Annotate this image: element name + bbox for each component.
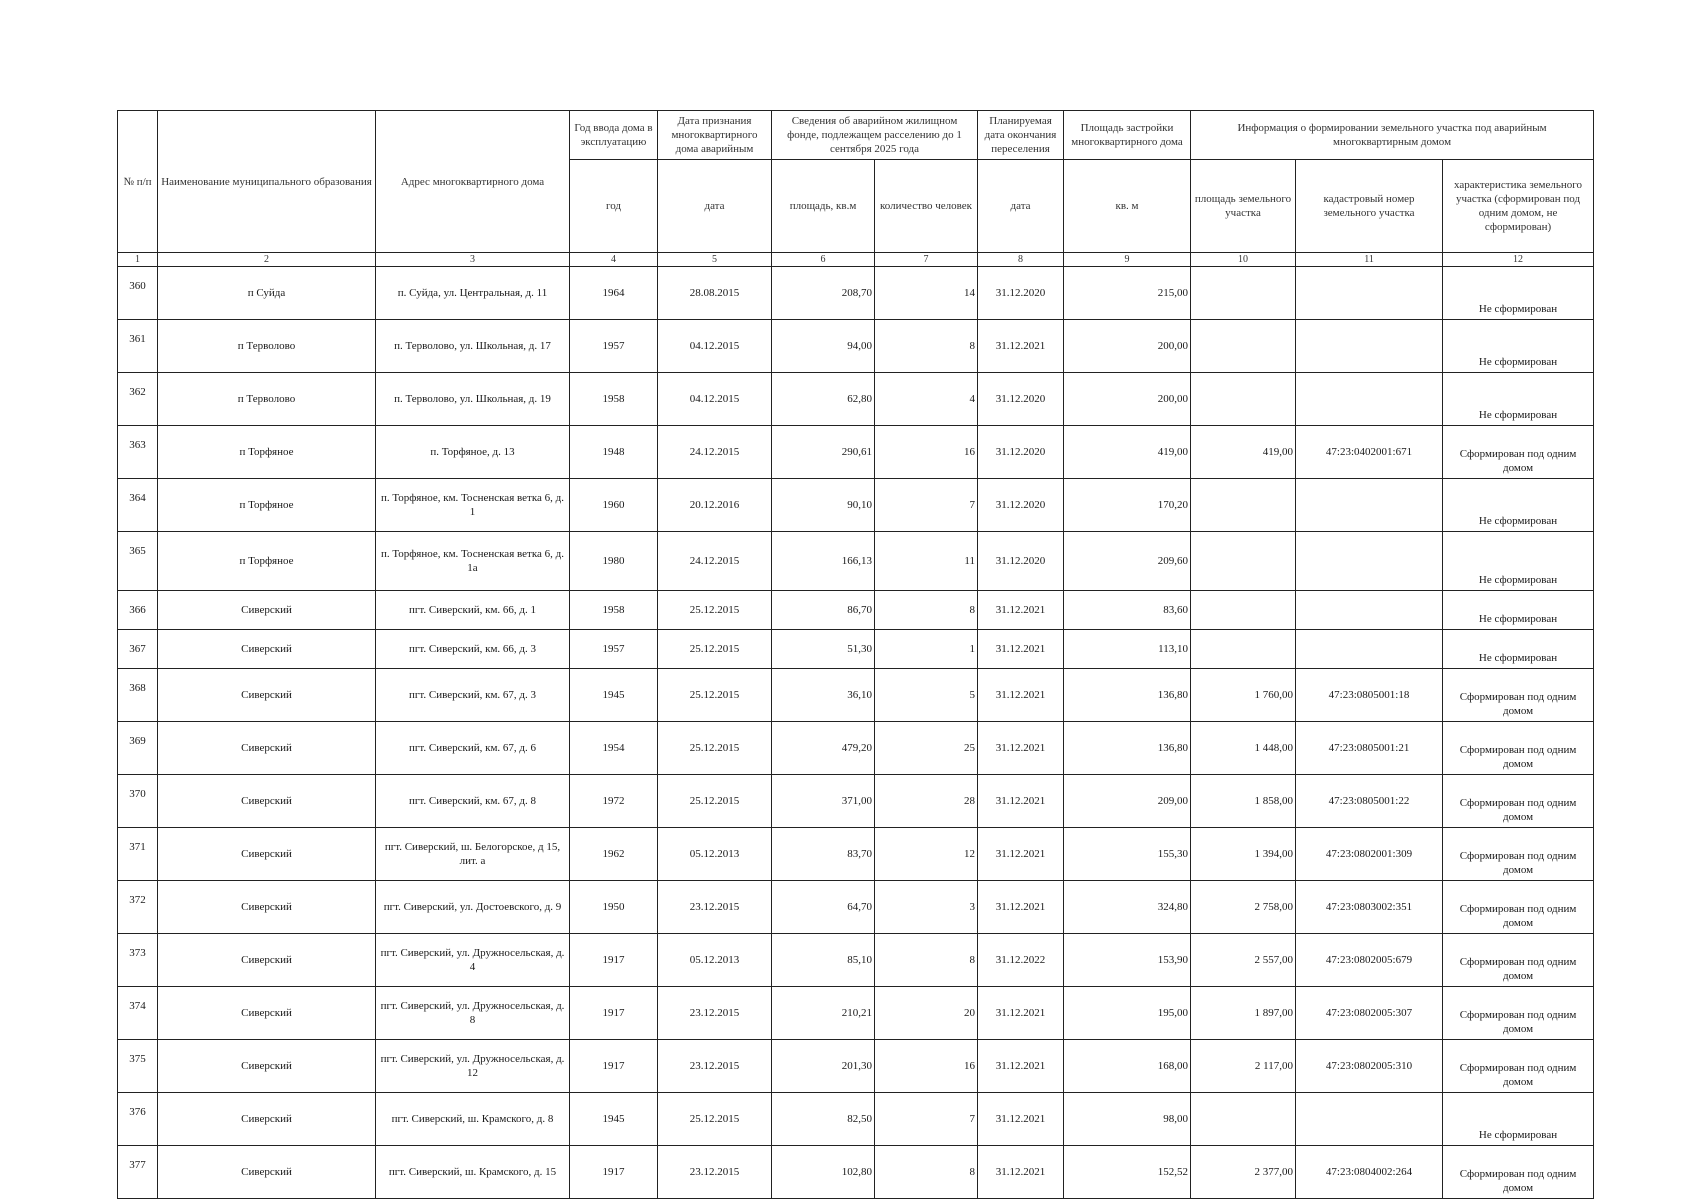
column-number: 10: [1191, 253, 1296, 267]
area-cell: 290,61: [772, 426, 875, 479]
unit-date: дата: [658, 160, 772, 253]
municipality-cell: Сиверский: [158, 1093, 376, 1146]
building-area-cell: 136,80: [1064, 669, 1191, 722]
table-body: [118, 267, 1594, 1199]
municipality-cell: Сиверский: [158, 630, 376, 669]
people-cell: 7: [875, 1093, 978, 1146]
column-number-row: [118, 253, 1594, 267]
address-cell: п. Терволово, ул. Школьная, д. 19: [376, 373, 570, 426]
people-cell: 12: [875, 828, 978, 881]
area-cell: 90,10: [772, 479, 875, 532]
land-status-cell: Не сформирован: [1443, 373, 1594, 426]
recognition-date-cell: 05.12.2013: [658, 934, 772, 987]
cadastral-number-cell: [1296, 373, 1443, 426]
municipality-cell: Сиверский: [158, 987, 376, 1040]
planned-date-cell: 31.12.2021: [978, 881, 1064, 934]
land-area-cell: 1 897,00: [1191, 987, 1296, 1040]
column-number: 4: [570, 253, 658, 267]
municipality-cell: Сиверский: [158, 669, 376, 722]
year-cell: 1917: [570, 1040, 658, 1093]
cadastral-number-cell: [1296, 320, 1443, 373]
address-cell: п. Торфяное, км. Тосненская ветка 6, д. 1: [376, 479, 570, 532]
people-cell: 8: [875, 934, 978, 987]
year-cell: 1950: [570, 881, 658, 934]
cadastral-number-cell: 47:23:0802005:679: [1296, 934, 1443, 987]
building-area-cell: 215,00: [1064, 267, 1191, 320]
table-row: [118, 669, 1594, 722]
land-status-cell: Сформирован под одним домом: [1443, 1146, 1594, 1199]
cadastral-number-cell: [1296, 1093, 1443, 1146]
cadastral-number-cell: 47:23:0803002:351: [1296, 881, 1443, 934]
recognition-date-cell: 05.12.2013: [658, 828, 772, 881]
planned-date-cell: 31.12.2021: [978, 630, 1064, 669]
municipality-cell: п Торфяное: [158, 479, 376, 532]
table-row: [118, 1040, 1594, 1093]
building-area-cell: 170,20: [1064, 479, 1191, 532]
table-row: [118, 987, 1594, 1040]
header-land-plot-group: Информация о формировании земельного участка под аварийным многоквартирным домом: [1191, 111, 1594, 160]
land-area-cell: 1 448,00: [1191, 722, 1296, 775]
municipality-cell: Сиверский: [158, 1146, 376, 1199]
building-area-cell: 209,00: [1064, 775, 1191, 828]
recognition-date-cell: 28.08.2015: [658, 267, 772, 320]
column-number: 11: [1296, 253, 1443, 267]
planned-date-cell: 31.12.2020: [978, 426, 1064, 479]
municipality-cell: Сиверский: [158, 1040, 376, 1093]
address-cell: пгт. Сиверский, ул. Дружносельская, д. 4: [376, 934, 570, 987]
land-area-cell: 2 758,00: [1191, 881, 1296, 934]
row-number: 371: [118, 828, 158, 881]
people-cell: 8: [875, 591, 978, 630]
people-cell: 25: [875, 722, 978, 775]
year-cell: 1960: [570, 479, 658, 532]
recognition-date-cell: 23.12.2015: [658, 987, 772, 1040]
recognition-date-cell: 04.12.2015: [658, 320, 772, 373]
land-area-cell: [1191, 267, 1296, 320]
emergency-housing-table-page: [117, 110, 1593, 1199]
land-area-cell: [1191, 630, 1296, 669]
land-status-cell: Сформирован под одним домом: [1443, 934, 1594, 987]
planned-date-cell: 31.12.2021: [978, 1040, 1064, 1093]
row-number: 360: [118, 267, 158, 320]
address-cell: пгт. Сиверский, км. 67, д. 6: [376, 722, 570, 775]
area-cell: 64,70: [772, 881, 875, 934]
recognition-date-cell: 23.12.2015: [658, 1040, 772, 1093]
address-cell: п. Терволово, ул. Школьная, д. 17: [376, 320, 570, 373]
year-cell: 1958: [570, 591, 658, 630]
land-area-cell: [1191, 1093, 1296, 1146]
table-row: [118, 1146, 1594, 1199]
people-cell: 8: [875, 320, 978, 373]
building-area-cell: 324,80: [1064, 881, 1191, 934]
area-cell: 86,70: [772, 591, 875, 630]
year-cell: 1954: [570, 722, 658, 775]
land-status-cell: Сформирован под одним домом: [1443, 987, 1594, 1040]
year-cell: 1917: [570, 934, 658, 987]
area-cell: 82,50: [772, 1093, 875, 1146]
table-row: [118, 1093, 1594, 1146]
header-land-characteristic: характеристика земельного участка (сформирован под одним домом, не сформирован): [1443, 160, 1594, 253]
table-row: [118, 881, 1594, 934]
land-status-cell: Не сформирован: [1443, 320, 1594, 373]
building-area-cell: 136,80: [1064, 722, 1191, 775]
address-cell: пгт. Сиверский, км. 67, д. 8: [376, 775, 570, 828]
recognition-date-cell: 25.12.2015: [658, 722, 772, 775]
building-area-cell: 153,90: [1064, 934, 1191, 987]
planned-date-cell: 31.12.2021: [978, 987, 1064, 1040]
municipality-cell: п Торфяное: [158, 532, 376, 591]
row-number: 366: [118, 591, 158, 630]
year-cell: 1958: [570, 373, 658, 426]
column-number: 6: [772, 253, 875, 267]
recognition-date-cell: 25.12.2015: [658, 591, 772, 630]
area-cell: 36,10: [772, 669, 875, 722]
cadastral-number-cell: 47:23:0804002:264: [1296, 1146, 1443, 1199]
area-cell: 51,30: [772, 630, 875, 669]
year-cell: 1945: [570, 1093, 658, 1146]
land-status-cell: Не сформирован: [1443, 532, 1594, 591]
year-cell: 1964: [570, 267, 658, 320]
municipality-cell: Сиверский: [158, 881, 376, 934]
year-cell: 1945: [570, 669, 658, 722]
recognition-date-cell: 20.12.2016: [658, 479, 772, 532]
area-cell: 201,30: [772, 1040, 875, 1093]
land-status-cell: Сформирован под одним домом: [1443, 881, 1594, 934]
row-number: 367: [118, 630, 158, 669]
people-cell: 8: [875, 1146, 978, 1199]
column-number: 1: [118, 253, 158, 267]
header-emergency-fund: Сведения об аварийном жилищном фонде, подлежащем расселению до 1 сентября 2025 года: [772, 111, 978, 160]
people-cell: 5: [875, 669, 978, 722]
column-number: 2: [158, 253, 376, 267]
municipality-cell: Сиверский: [158, 722, 376, 775]
cadastral-number-cell: 47:23:0805001:18: [1296, 669, 1443, 722]
building-area-cell: 155,30: [1064, 828, 1191, 881]
area-cell: 166,13: [772, 532, 875, 591]
row-number: 374: [118, 987, 158, 1040]
recognition-date-cell: 25.12.2015: [658, 775, 772, 828]
row-number: 368: [118, 669, 158, 722]
people-cell: 11: [875, 532, 978, 591]
recognition-date-cell: 24.12.2015: [658, 532, 772, 591]
land-status-cell: Не сформирован: [1443, 479, 1594, 532]
table-row: [118, 934, 1594, 987]
row-number: 361: [118, 320, 158, 373]
table-row: [118, 722, 1594, 775]
building-area-cell: 200,00: [1064, 320, 1191, 373]
land-area-cell: [1191, 591, 1296, 630]
table-row: [118, 426, 1594, 479]
land-area-cell: 1 858,00: [1191, 775, 1296, 828]
unit-building-area: кв. м: [1064, 160, 1191, 253]
cadastral-number-cell: 47:23:0805001:22: [1296, 775, 1443, 828]
municipality-cell: Сиверский: [158, 934, 376, 987]
land-area-cell: 2 557,00: [1191, 934, 1296, 987]
building-area-cell: 113,10: [1064, 630, 1191, 669]
municipality-cell: п Суйда: [158, 267, 376, 320]
address-cell: пгт. Сиверский, км. 66, д. 1: [376, 591, 570, 630]
planned-date-cell: 31.12.2020: [978, 373, 1064, 426]
building-area-cell: 83,60: [1064, 591, 1191, 630]
year-cell: 1957: [570, 320, 658, 373]
municipality-cell: п Терволово: [158, 373, 376, 426]
land-status-cell: Сформирован под одним домом: [1443, 775, 1594, 828]
address-cell: п. Суйда, ул. Центральная, д. 11: [376, 267, 570, 320]
municipality-cell: п Терволово: [158, 320, 376, 373]
municipality-cell: Сиверский: [158, 828, 376, 881]
planned-date-cell: 31.12.2020: [978, 479, 1064, 532]
people-cell: 7: [875, 479, 978, 532]
unit-year: год: [570, 160, 658, 253]
header-recognition-date: Дата признания многоквартирного дома аварийным: [658, 111, 772, 160]
table-row: [118, 775, 1594, 828]
people-cell: 3: [875, 881, 978, 934]
table-header: [118, 111, 1594, 267]
cadastral-number-cell: 47:23:0802001:309: [1296, 828, 1443, 881]
recognition-date-cell: 25.12.2015: [658, 669, 772, 722]
area-cell: 94,00: [772, 320, 875, 373]
recognition-date-cell: 04.12.2015: [658, 373, 772, 426]
people-cell: 1: [875, 630, 978, 669]
header-year: Год ввода дома в эксплуатацию: [570, 111, 658, 160]
land-status-cell: Сформирован под одним домом: [1443, 1040, 1594, 1093]
building-area-cell: 98,00: [1064, 1093, 1191, 1146]
column-number: 7: [875, 253, 978, 267]
recognition-date-cell: 23.12.2015: [658, 881, 772, 934]
area-cell: 210,21: [772, 987, 875, 1040]
address-cell: пгт. Сиверский, км. 67, д. 3: [376, 669, 570, 722]
land-status-cell: Сформирован под одним домом: [1443, 426, 1594, 479]
municipality-cell: Сиверский: [158, 591, 376, 630]
land-status-cell: Не сформирован: [1443, 591, 1594, 630]
column-number: 5: [658, 253, 772, 267]
year-cell: 1957: [570, 630, 658, 669]
land-area-cell: [1191, 373, 1296, 426]
table-row: [118, 630, 1594, 669]
year-cell: 1980: [570, 532, 658, 591]
address-cell: п. Торфяное, д. 13: [376, 426, 570, 479]
building-area-cell: 152,52: [1064, 1146, 1191, 1199]
unit-planned-date: дата: [978, 160, 1064, 253]
building-area-cell: 195,00: [1064, 987, 1191, 1040]
table-row: [118, 320, 1594, 373]
address-cell: пгт. Сиверский, км. 66, д. 3: [376, 630, 570, 669]
planned-date-cell: 31.12.2020: [978, 267, 1064, 320]
land-area-cell: [1191, 532, 1296, 591]
row-number: 363: [118, 426, 158, 479]
planned-date-cell: 31.12.2021: [978, 1093, 1064, 1146]
row-number: 369: [118, 722, 158, 775]
land-area-cell: [1191, 320, 1296, 373]
recognition-date-cell: 25.12.2015: [658, 1093, 772, 1146]
area-cell: 208,70: [772, 267, 875, 320]
header-land-area: площадь земельного участка: [1191, 160, 1296, 253]
address-cell: пгт. Сиверский, ул. Дружносельская, д. 12: [376, 1040, 570, 1093]
land-status-cell: Сформирован под одним домом: [1443, 669, 1594, 722]
table-row: [118, 479, 1594, 532]
area-cell: 479,20: [772, 722, 875, 775]
land-status-cell: Не сформирован: [1443, 1093, 1594, 1146]
people-cell: 16: [875, 1040, 978, 1093]
building-area-cell: 200,00: [1064, 373, 1191, 426]
land-area-cell: 1 394,00: [1191, 828, 1296, 881]
cadastral-number-cell: 47:23:0805001:21: [1296, 722, 1443, 775]
emergency-housing-table: [117, 110, 1594, 1199]
row-number: 373: [118, 934, 158, 987]
people-cell: 16: [875, 426, 978, 479]
year-cell: 1917: [570, 1146, 658, 1199]
address-cell: п. Торфяное, км. Тосненская ветка 6, д. 1а: [376, 532, 570, 591]
people-cell: 28: [875, 775, 978, 828]
row-number: 376: [118, 1093, 158, 1146]
recognition-date-cell: 25.12.2015: [658, 630, 772, 669]
planned-date-cell: 31.12.2021: [978, 669, 1064, 722]
cadastral-number-cell: [1296, 591, 1443, 630]
people-cell: 4: [875, 373, 978, 426]
planned-date-cell: 31.12.2021: [978, 1146, 1064, 1199]
column-number: 9: [1064, 253, 1191, 267]
land-area-cell: 1 760,00: [1191, 669, 1296, 722]
municipality-cell: Сиверский: [158, 775, 376, 828]
table-row: [118, 828, 1594, 881]
recognition-date-cell: 23.12.2015: [658, 1146, 772, 1199]
column-number: 8: [978, 253, 1064, 267]
planned-date-cell: 31.12.2022: [978, 934, 1064, 987]
cadastral-number-cell: [1296, 630, 1443, 669]
area-cell: 85,10: [772, 934, 875, 987]
table-row: [118, 532, 1594, 591]
year-cell: 1948: [570, 426, 658, 479]
header-building-area: Площадь застройки многоквартирного дома: [1064, 111, 1191, 160]
row-number: 377: [118, 1146, 158, 1199]
address-cell: пгт. Сиверский, ул. Дружносельская, д. 8: [376, 987, 570, 1040]
planned-date-cell: 31.12.2021: [978, 591, 1064, 630]
table-row: [118, 373, 1594, 426]
row-number: 364: [118, 479, 158, 532]
header-planned-date: Планируемая дата окончания переселения: [978, 111, 1064, 160]
land-area-cell: [1191, 479, 1296, 532]
building-area-cell: 419,00: [1064, 426, 1191, 479]
building-area-cell: 209,60: [1064, 532, 1191, 591]
planned-date-cell: 31.12.2021: [978, 722, 1064, 775]
land-status-cell: Не сформирован: [1443, 267, 1594, 320]
address-cell: пгт. Сиверский, ул. Достоевского, д. 9: [376, 881, 570, 934]
land-status-cell: Сформирован под одним домом: [1443, 722, 1594, 775]
year-cell: 1962: [570, 828, 658, 881]
table-row: [118, 267, 1594, 320]
land-area-cell: 2 117,00: [1191, 1040, 1296, 1093]
cadastral-number-cell: [1296, 532, 1443, 591]
header-number: № п/п: [118, 111, 158, 253]
cadastral-number-cell: [1296, 267, 1443, 320]
row-number: 362: [118, 373, 158, 426]
header-municipality: Наименование муниципального образования: [158, 111, 376, 253]
land-status-cell: Не сформирован: [1443, 630, 1594, 669]
header-address: Адрес многоквартирного дома: [376, 111, 570, 253]
area-cell: 62,80: [772, 373, 875, 426]
address-cell: пгт. Сиверский, ш. Крамского, д. 8: [376, 1093, 570, 1146]
header-cadastral-number: кадастровый номер земельного участка: [1296, 160, 1443, 253]
land-area-cell: 2 377,00: [1191, 1146, 1296, 1199]
planned-date-cell: 31.12.2021: [978, 775, 1064, 828]
planned-date-cell: 31.12.2020: [978, 532, 1064, 591]
cadastral-number-cell: 47:23:0802005:307: [1296, 987, 1443, 1040]
table-row: [118, 591, 1594, 630]
year-cell: 1972: [570, 775, 658, 828]
column-number: 3: [376, 253, 570, 267]
municipality-cell: п Торфяное: [158, 426, 376, 479]
land-area-cell: 419,00: [1191, 426, 1296, 479]
column-number: 12: [1443, 253, 1594, 267]
unit-area: площадь, кв.м: [772, 160, 875, 253]
year-cell: 1917: [570, 987, 658, 1040]
building-area-cell: 168,00: [1064, 1040, 1191, 1093]
cadastral-number-cell: 47:23:0802005:310: [1296, 1040, 1443, 1093]
people-cell: 20: [875, 987, 978, 1040]
area-cell: 371,00: [772, 775, 875, 828]
people-cell: 14: [875, 267, 978, 320]
unit-people: количество человек: [875, 160, 978, 253]
row-number: 370: [118, 775, 158, 828]
area-cell: 83,70: [772, 828, 875, 881]
area-cell: 102,80: [772, 1146, 875, 1199]
land-status-cell: Сформирован под одним домом: [1443, 828, 1594, 881]
recognition-date-cell: 24.12.2015: [658, 426, 772, 479]
row-number: 365: [118, 532, 158, 591]
planned-date-cell: 31.12.2021: [978, 320, 1064, 373]
row-number: 372: [118, 881, 158, 934]
row-number: 375: [118, 1040, 158, 1093]
address-cell: пгт. Сиверский, ш. Крамского, д. 15: [376, 1146, 570, 1199]
cadastral-number-cell: 47:23:0402001:671: [1296, 426, 1443, 479]
planned-date-cell: 31.12.2021: [978, 828, 1064, 881]
cadastral-number-cell: [1296, 479, 1443, 532]
address-cell: пгт. Сиверский, ш. Белогорское, д 15, лит. а: [376, 828, 570, 881]
